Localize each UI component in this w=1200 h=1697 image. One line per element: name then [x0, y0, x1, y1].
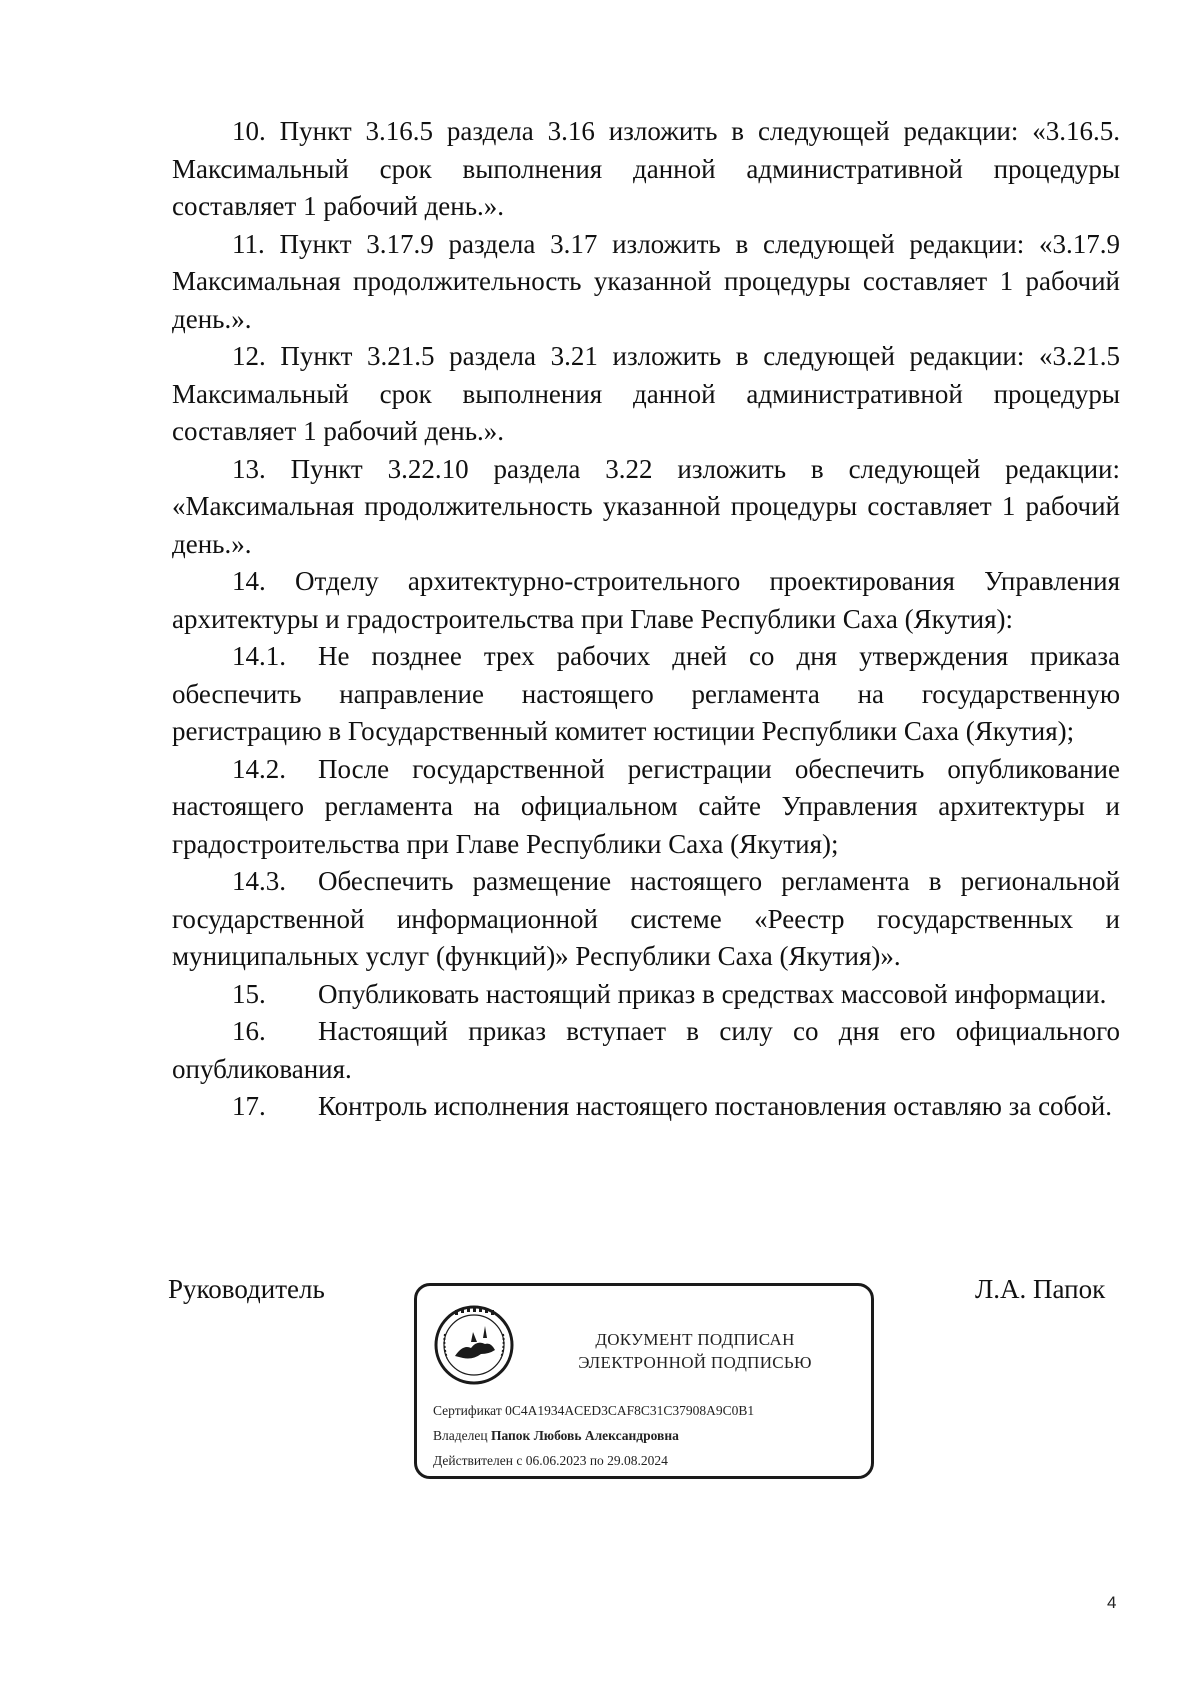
paragraph-10	[172, 113, 1120, 226]
paragraph-number: 16.	[232, 1016, 266, 1046]
stamp-header	[535, 1328, 855, 1374]
paragraph-14-3	[172, 863, 1120, 976]
paragraph-text: Пункт 3.22.10 раздела 3.22 изложить в следующей редакции: «Максимальная продолжительность указанной процедуры составляет 1 рабочий день.».	[172, 453, 1120, 559]
signatory-name: Л.А. Папок	[975, 1274, 1106, 1304]
paragraph-14-1	[172, 638, 1120, 751]
paragraph-text: Пункт 3.17.9 раздела 3.17 изложить в следующей редакции: «3.17.9 Максимальная продолжительность указанной процедуры составляет 1 рабочий день.».	[172, 228, 1120, 334]
paragraph-11	[172, 226, 1120, 339]
paragraph-text: Настоящий приказ вступает в силу со дня его официального опубликования.	[172, 1016, 1120, 1084]
paragraph-13	[172, 451, 1120, 564]
paragraph-text: Пункт 3.21.5 раздела 3.21 изложить в следующей редакции: «3.21.5 Максимальный срок выполнения данной административной процедуры составляет 1 рабочий день.».	[172, 341, 1121, 446]
stamp-details	[433, 1398, 863, 1473]
paragraph-text: Отделу архитектурно-строительного проектирования Управления архитектуры и градостроительства при Главе Республики Саха (Якутия):	[172, 566, 1121, 634]
paragraph-14	[172, 563, 1120, 638]
paragraph-number: 13.	[232, 453, 266, 484]
electronic-signature-stamp	[414, 1283, 874, 1479]
valid-from-date: 06.06.2023	[525, 1453, 587, 1468]
paragraph-number: 10.	[232, 116, 266, 146]
paragraph-text: Опубликовать настоящий приказ в средствах массовой информации.	[318, 978, 1107, 1009]
coat-of-arms-emblem-icon	[433, 1304, 515, 1386]
paragraph-16	[172, 1013, 1120, 1088]
paragraph-12	[172, 338, 1120, 451]
valid-to-date: 29.08.2024	[607, 1453, 668, 1468]
stamp-owner-line	[433, 1423, 863, 1448]
paragraph-number: 17.	[232, 1091, 266, 1121]
paragraph-text: Контроль исполнения настоящего постановления оставляю за собой.	[318, 1091, 1112, 1121]
paragraph-text: После государственной регистрации обеспечить опубликование настоящего регламента на официальном сайте Управления архитектуры и градостроительства при Главе Республики Саха (Якутия);	[172, 753, 1120, 859]
certificate-label: Сертификат	[433, 1403, 502, 1418]
paragraph-number: 14.	[232, 566, 266, 596]
owner-label: Владелец	[433, 1428, 488, 1443]
paragraph-14-2	[172, 751, 1120, 864]
valid-from-label: с	[516, 1453, 523, 1468]
owner-value: Папок Любовь Александровна	[490, 1428, 679, 1443]
paragraph-number: 14.1.	[232, 641, 286, 671]
document-body	[172, 113, 1120, 1126]
paragraph-number: 11.	[232, 228, 265, 259]
paragraph-17	[172, 1088, 1120, 1126]
paragraph-number: 15.	[232, 978, 266, 1009]
stamp-validity-line	[433, 1448, 863, 1473]
page-number: 4	[1107, 1593, 1117, 1612]
paragraph-text: Не позднее трех рабочих дней со дня утверждения приказа обеспечить направление настоящего регламента на государственную регистрацию в Государственный комитет юстиции Республики Саха (Якутия);	[172, 641, 1120, 746]
stamp-header-line-2: ЭЛЕКТРОННОЙ ПОДПИСЬЮ	[578, 1353, 812, 1372]
paragraph-15	[172, 976, 1120, 1014]
valid-to-label: по	[589, 1453, 604, 1468]
paragraph-number: 12.	[232, 341, 266, 371]
paragraph-text: Обеспечить размещение настоящего регламента в региональной государственной информационной системе «Реестр государственных и муниципальных услуг (функций)» Республики Саха (Якутия)».	[172, 866, 1120, 971]
paragraph-number: 14.3.	[232, 866, 286, 896]
stamp-certificate-line	[433, 1398, 863, 1423]
signatory-position: Руководитель	[168, 1274, 325, 1304]
valid-label: Действителен	[433, 1453, 513, 1468]
certificate-value: 0C4A1934ACED3CAF8C31C37908A9C0B1	[505, 1403, 755, 1418]
paragraph-number: 14.2.	[232, 753, 286, 784]
paragraph-text: Пункт 3.16.5 раздела 3.16 изложить в следующей редакции: «3.16.5. Максимальный срок выполнения данной административной процедуры составляет 1 рабочий день.».	[172, 116, 1121, 221]
stamp-header-line-1: ДОКУМЕНТ ПОДПИСАН	[595, 1330, 795, 1349]
